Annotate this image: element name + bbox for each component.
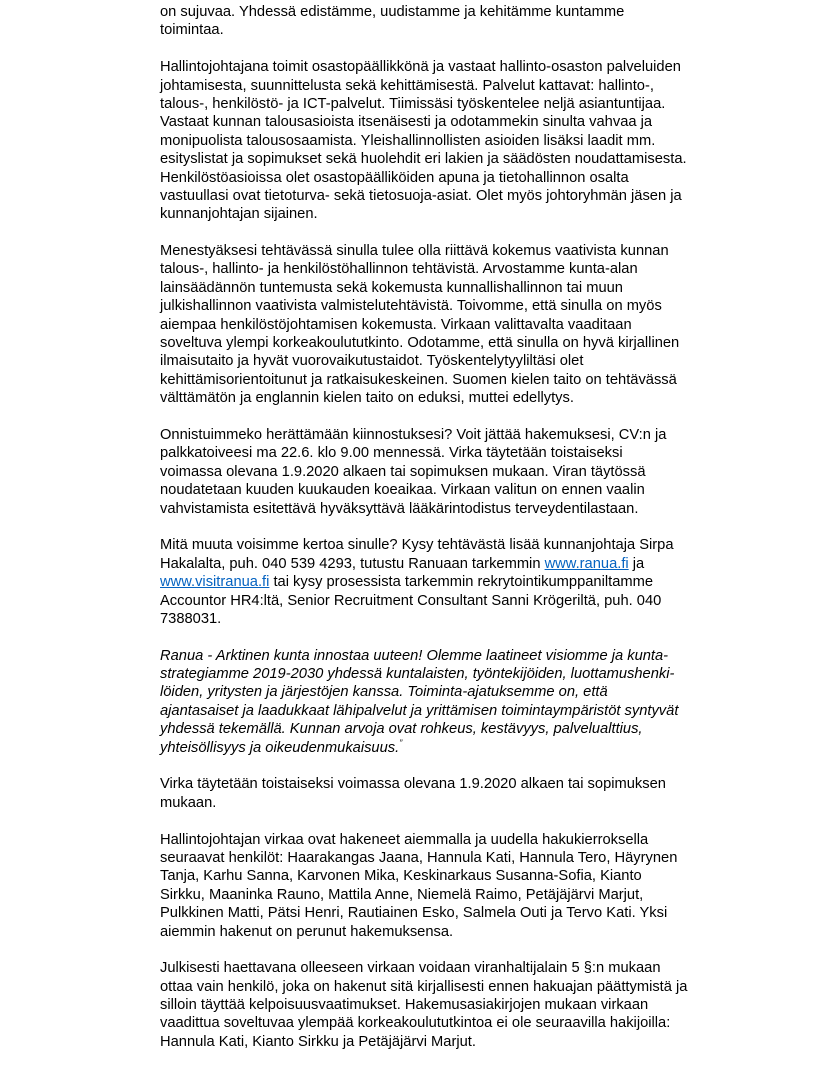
paragraph-role-description — [160, 58, 712, 224]
text-segment: löiden, yritysten ja järjestöjen kanssa. Toiminta-ajatuksemme on, että — [160, 684, 608, 701]
text-line — [160, 536, 712, 554]
text-segment: vastuullasi ovat tietoturva- sekä tietosuoja-asiat. Olet myös johtoryhmän jäsen ja — [160, 187, 682, 204]
text-segment: on sujuvaa. Yhdessä edistämme, uudistamme ja kehitämme kuntamme — [160, 4, 625, 20]
text-segment: esityslistat ja sopimukset sekä huolehdit eri lakien ja säädösten noudattamisesta. — [160, 151, 687, 168]
text-segment: talous-, henkilöstö- ja ICT-palvelut. Tiimissäsi työskentelee neljä asiantuntijaa. — [160, 95, 666, 112]
text-segment: palkkatoiveesi ma 22.6. klo 9.00 mennessä. Virka täytetään toistaiseksi — [160, 445, 623, 462]
text-segment: yhteisöllisyys ja oikeudenmukaisuus. — [160, 739, 400, 756]
text-segment: kunnanjohtajan sijainen. — [160, 206, 318, 223]
text-line — [160, 334, 712, 352]
text-line — [160, 702, 712, 720]
text-segment: ja — [628, 555, 645, 572]
text-segment: Vastaat kunnan talousasioista itsenäisesti ja odotammekin sinulta vahvaa ja — [160, 114, 653, 131]
text-line — [160, 500, 712, 518]
text-line — [160, 279, 712, 297]
text-line — [160, 169, 712, 187]
text-line — [160, 463, 712, 481]
paragraph-position-start — [160, 775, 712, 812]
text-line — [160, 426, 712, 444]
text-segment: Onnistuimmeko herättämään kiinnostuksesi? Voit jättää hakemuksesi, CV:n ja — [160, 426, 667, 443]
text-line — [160, 904, 712, 922]
text-line — [160, 886, 712, 904]
paragraph-contact-info — [160, 536, 712, 628]
text-segment: Hallintojohtajana toimit osastopäällikkönä ja vastaat hallinto-osaston palveluiden — [160, 59, 681, 76]
link-visitranua-fi[interactable]: www.visitranua.fi — [160, 574, 270, 591]
text-segment: mukaan. — [160, 794, 217, 811]
text-segment: julkishallinnon vaativista valmistelutehtävistä. Toivomme, että sinulla on myös — [160, 298, 662, 315]
text-segment: aiemmin hakenut on perunut hakemuksensa. — [160, 923, 454, 940]
text-segment: strategiamme 2019-2030 yhdessä kuntalaisten, työntekijöiden, luottamushenki- — [160, 666, 675, 683]
paragraph-application-info — [160, 426, 712, 518]
text-segment: noudatetaan kuuden kuukauden koeaikaa. Virkaan valitun on ennen vaalin — [160, 482, 645, 499]
text-segment: Sirkku, Maaninka Rauno, Mattila Anne, Niemelä Raimo, Petäjäjärvi Marjut, — [160, 886, 644, 903]
text-line — [160, 647, 712, 665]
text-line — [160, 1033, 712, 1051]
text-segment: johtamisesta, suunnittelusta sekä kehittämisestä. Palvelut kattavat: hallinto-, — [160, 77, 654, 94]
text-line — [160, 996, 712, 1014]
text-line — [160, 573, 712, 591]
text-segment: lainsäädännön tuntemusta sekä kokemusta kunnallishallinnon tai muun — [160, 279, 623, 296]
footnote-mark: ” — [399, 737, 403, 748]
text-segment: Mitä muuta voisimme kertoa sinulle? Kysy tehtävästä lisää kunnanjohtaja Sirpa — [160, 537, 674, 554]
text-segment: Tanja, Karhu Sanna, Karvonen Mika, Keskinarkaus Susanna-Sofia, Kianto — [160, 868, 642, 885]
text-segment: yhdessä tekemällä. Kunnan arvoja ovat rohkeus, kestävyys, palvelualttius, — [160, 721, 643, 738]
text-segment: vaadittua soveltuvaa ylempää korkeakoulututkintoa ei ole seuraavilla hakijoilla: — [160, 1015, 671, 1032]
text-line — [160, 297, 712, 315]
paragraph-eligibility — [160, 959, 712, 1051]
text-line — [160, 794, 712, 812]
text-segment: Hallintojohtajan virkaa ovat hakeneet aiemmalla ja uudella hakukierroksella — [160, 831, 649, 848]
text-segment: seuraavat henkilöt: Haarakangas Jaana, Hannula Kati, Hannula Tero, Häyrynen — [160, 849, 678, 866]
text-line — [160, 242, 712, 260]
text-line — [160, 371, 712, 389]
text-line — [160, 113, 712, 131]
text-line — [160, 316, 712, 334]
text-line — [160, 352, 712, 370]
text-line — [160, 720, 712, 738]
text-line — [160, 665, 712, 683]
text-segment: 7388031. — [160, 610, 222, 627]
text-segment: monipuolista talousosaamista. Yleishallinnollisten asioiden lisäksi laadit mm. — [160, 132, 656, 149]
paragraph-applicants-list — [160, 831, 712, 941]
text-segment: Hakalalta, puh. 040 539 4293, tutustu Ranuaan tarkemmin — [160, 555, 545, 572]
paragraph-intro-continuation — [160, 3, 712, 40]
text-line — [160, 555, 712, 573]
paragraph-ranua-vision — [160, 647, 712, 757]
text-segment: ottaa vain henkilö, joka on hakenut sitä kirjallisesti ennen hakuajan päättymistä ja — [160, 978, 688, 995]
text-line — [160, 132, 712, 150]
text-segment: tai kysy prosessista tarkemmin rekrytointikumppaniltamme — [269, 574, 653, 591]
text-line — [160, 923, 712, 941]
text-line — [160, 205, 712, 223]
text-segment: voimassa olevana 1.9.2020 alkaen tai sopimuksen mukaan. Viran täytössä — [160, 463, 646, 480]
text-line — [160, 1014, 712, 1032]
text-segment: kehittämisorientoitunut ja ratkaisukeskeinen. Suomen kielen taito on tehtävässä — [160, 371, 677, 388]
text-segment: silloin täyttää kelpoisuusvaatimukset. Hakemusasiakirjojen mukaan virkaan — [160, 997, 649, 1014]
text-segment: Pulkkinen Matti, Pätsi Henri, Rautiainen Esko, Salmela Outi ja Tervo Kati. Yksi — [160, 905, 668, 922]
text-line — [160, 444, 712, 462]
document-page — [160, 3, 712, 1070]
text-line — [160, 58, 712, 76]
text-line — [160, 481, 712, 499]
text-line — [160, 959, 712, 977]
text-segment: toimintaa. — [160, 22, 224, 39]
text-segment: ajantasaiset ja laadukkaat lähipalvelut ja yrittämisen toimintaympäristöt syntyvät — [160, 702, 679, 719]
text-line — [160, 3, 712, 21]
text-line — [160, 150, 712, 168]
text-line — [160, 77, 712, 95]
text-line — [160, 831, 712, 849]
text-segment: Ranua - Arktinen kunta innostaa uuteen! Olemme laatineet visiomme ja kunta- — [160, 647, 669, 664]
text-line — [160, 389, 712, 407]
text-segment: Julkisesti haettavana olleeseen virkaan voidaan viranhaltijalain 5 §:n mukaan — [160, 960, 661, 977]
text-line — [160, 592, 712, 610]
text-segment: soveltuva ylempi korkeakoulututkinto. Odotamme, että sinulla on hyvä kirjallinen — [160, 335, 680, 352]
text-line — [160, 95, 712, 113]
text-segment: Henkilöstöasioissa olet osastopäälliköiden apuna ja tietohallinnon osalta — [160, 169, 629, 186]
text-line — [160, 867, 712, 885]
text-segment: Virka täytetään toistaiseksi voimassa olevana 1.9.2020 alkaen tai sopimuksen — [160, 776, 666, 793]
text-line — [160, 775, 712, 793]
link-ranua-fi[interactable]: www.ranua.fi — [544, 555, 629, 572]
text-line — [160, 187, 712, 205]
text-line — [160, 610, 712, 628]
paragraph-requirements — [160, 242, 712, 408]
text-line — [160, 849, 712, 867]
text-segment: ilmaisutaito ja hyvät vuorovaikutustaidot. Työskentelytyyliltäsi olet — [160, 353, 584, 370]
text-line — [160, 739, 712, 757]
text-segment: Menestyäksesi tehtävässä sinulla tulee olla riittävä kokemus vaativista kunnan — [160, 243, 669, 260]
text-line — [160, 260, 712, 278]
text-segment: talous-, hallinto- ja henkilöstöhallinnon tehtävistä. Arvostamme kunta-alan — [160, 261, 638, 278]
text-segment: Hannula Kati, Kianto Sirkku ja Petäjäjärvi Marjut. — [160, 1033, 476, 1050]
text-line — [160, 978, 712, 996]
text-segment: vahvistamista esitettävä hyväksyttävä lääkärintodistus terveydentilastaan. — [160, 500, 639, 517]
text-line — [160, 683, 712, 701]
text-segment: aiempaa henkilöstöjohtamisen kokemusta. Virkaan valittavalta vaaditaan — [160, 316, 632, 333]
text-segment: välttämätön ja englannin kielen taito on eduksi, muttei edellytys. — [160, 390, 574, 407]
text-segment: Accountor HR4:ltä, Senior Recruitment Consultant Sanni Krögeriltä, puh. 040 — [160, 592, 662, 609]
text-line — [160, 21, 712, 39]
